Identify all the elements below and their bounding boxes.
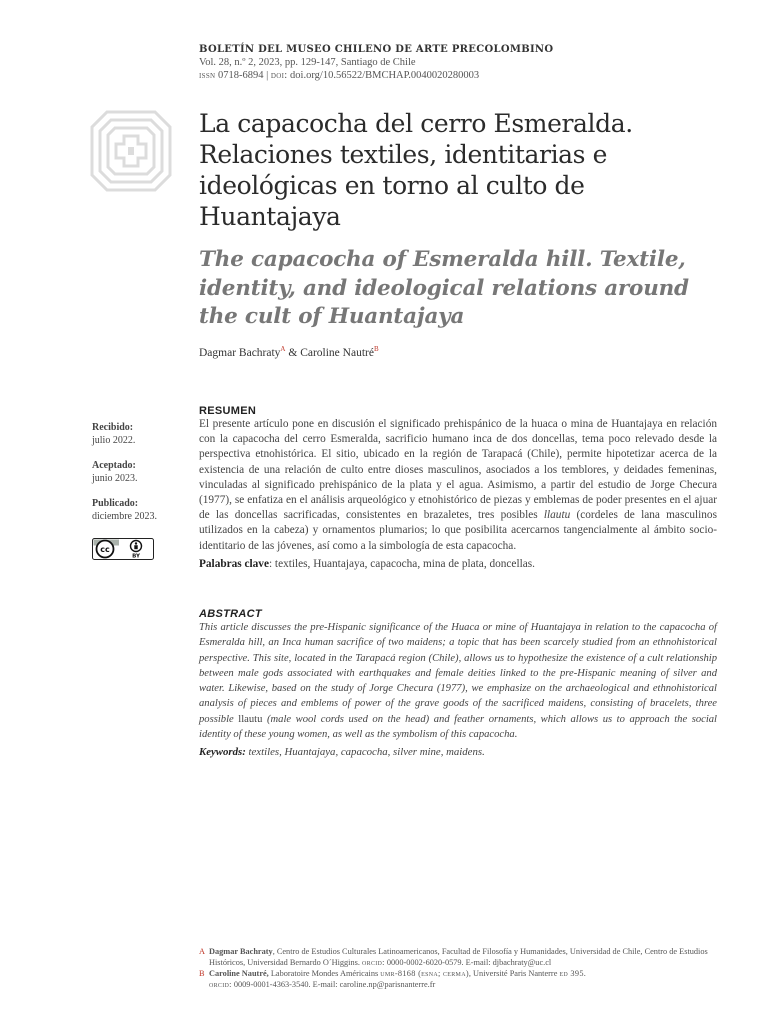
- footnote-2-orcid-label: orcid:: [209, 980, 232, 989]
- abstract-text-part-2: (male wool cords used on the head) and feather ornaments, which allows us to approach the social identity of these young women, as well as the symbolism of this capacocha.: [199, 713, 718, 741]
- footnote-2-mark: B: [199, 969, 205, 978]
- resumen-text-part-1: El presente artículo pone en discusión el significado prehispánico de la huaca o mina de Huantajaya en relación con la capacocha del cerro Esmeralda, sacrificio humano inca de dos doncellas, tema poco relevado desde la perspectiva etnohistórica. El sitio, ubicado en la región de Tarapacá (Chile), permite hipotetizar acerca de la existencia de una relación de culto entre dioses masculinos, asociados a los temblores, y deidades femeninas, vinculadas al significado prehispánico de la plata y el agua. Asimismo, a partir del estudio de Jorge Checura (1977), se enfatiza en el análisis arqueológico y etnohistórico de piezas y emblemas de poder presentes en el ajuar de las doncellas sacrificadas, consistentes en brazaletes, tres posibles: [199, 418, 717, 522]
- journal-identifiers: [199, 69, 719, 82]
- published-value: diciembre 2023.: [92, 510, 157, 522]
- doi-label: doi:: [270, 70, 288, 81]
- cc-by-license-icon[interactable]: [92, 538, 154, 560]
- palabras-clave: [199, 557, 717, 572]
- abstract-text-part-1: This article discusses the pre-Hispanic significance of the Huaca or mine of Huantajaya in relation to the capacocha of Esmeralda hill, an Inca human sacrifice of two maidens; a topic that has been scarcely studied from an ethnohistorical perspective. This site, located in the Tarapacá region (Chile), allows us to hypothesize the existence of a cult relationship between male gods associated with earthquakes and female deities linked to the pre-Hispanic meaning of silver and water. Likewise, based on the study of Jorge Checura (1977), we emphasize on the archaeological and ethnohistorical analysis of pieces and emblems of power of the grave goods of the sacrificed maidens, consisting of bracelets, three possible: [199, 622, 717, 725]
- palabras-clave-label: Palabras clave: [199, 557, 269, 570]
- keywords-label: Keywords:: [199, 746, 246, 759]
- footnote-author-2: [199, 968, 719, 990]
- resumen-term: llautu: [543, 509, 571, 522]
- footnote-1-orcid[interactable]: 0000-0002-6020-0579. E-mail: djbachraty@uc.cl: [384, 958, 552, 967]
- abstract-text: [199, 620, 717, 742]
- article-title-english: The capacocha of Esmeralda hill. Textile, identity, and ideological relations around the cult of Huantajaya: [199, 247, 689, 329]
- footnote-2-umr: umr-8168 (esna; cerma): [380, 969, 469, 978]
- received-value: julio 2022.: [92, 434, 136, 446]
- footnote-2-affiliation-c: .: [583, 969, 586, 978]
- journal-name: BOLETÍN DEL MUSEO CHILENO DE ARTE PRECOLOMBINO: [199, 44, 554, 55]
- issn-value: 0718-6894 |: [218, 70, 271, 81]
- resumen-heading: RESUMEN: [199, 405, 257, 417]
- footnote-1-orcid-label: orcid:: [362, 958, 385, 967]
- by-icon-text: BY: [132, 553, 140, 560]
- issn-label: issn: [199, 70, 216, 81]
- author-1: Dagmar Bachraty: [199, 346, 281, 359]
- footnote-1-name: Dagmar Bachraty: [209, 947, 273, 956]
- doi-link[interactable]: doi.org/10.56522/BMCHAP.0040020280003: [287, 70, 480, 81]
- keywords-list: textiles, Huantajaya, capacocha, silver mine, maidens.: [245, 746, 485, 759]
- resumen-text-part-2: (cordeles de lana masculinos utilizados en la cabeza) y ornamentos plumarios; lo que posibilita acercarnos tangencialmente al ámbito socio-identitario de las jóvenes, así como a la simbología de esta capacocha.: [199, 509, 717, 552]
- author-2: Caroline Nautré: [300, 346, 374, 359]
- palabras-clave-list: : textiles, Huantajaya, capacocha, mina de plata, doncellas.: [268, 557, 535, 570]
- date-accepted: [92, 460, 187, 485]
- accepted-label: Aceptado:: [92, 460, 136, 471]
- resumen-text: [199, 417, 717, 554]
- article-dates: [92, 422, 187, 565]
- published-label: Publicado:: [92, 498, 139, 509]
- resumen-section: [199, 405, 717, 572]
- footnote-2-body: [209, 968, 586, 990]
- cc-icon-text: cc: [100, 545, 110, 554]
- date-received: [92, 422, 187, 447]
- date-published: [92, 498, 187, 523]
- footnote-2-ed: ed 395: [559, 969, 584, 978]
- author-2-mark: B: [373, 345, 379, 353]
- abstract-section: [199, 608, 717, 760]
- abstract-term: llautu: [238, 713, 263, 725]
- keywords: [199, 745, 717, 760]
- footnote-1-affiliation: , Centro de Estudios Culturales Latinoamericanos, Facultad de Filosofía y Humanidades, Universidad de Chile, Centro de Estudios Históricos, Universidad Bernardo O´Higgins.: [209, 947, 708, 967]
- footnote-1-mark: A: [199, 947, 205, 956]
- journal-header: [199, 43, 719, 82]
- museum-logo-icon: [90, 110, 172, 192]
- accepted-value: junio 2023.: [92, 472, 138, 484]
- footnote-author-1: [199, 946, 719, 968]
- author-1-mark: A: [280, 345, 286, 353]
- footnote-2-affiliation-a: Laboratoire Mondes Américains: [268, 969, 381, 978]
- journal-volume: Vol. 28, n.º 2, 2023, pp. 129-147, Santiago de Chile: [199, 57, 416, 68]
- author-separator: &: [285, 346, 301, 359]
- footnote-1-body: [209, 946, 719, 968]
- article-title: La capacocha del cerro Esmeralda. Relaciones textiles, identitarias e ideológicas en torno al culto de Huantajaya: [199, 109, 633, 231]
- received-label: Recibido:: [92, 422, 134, 433]
- author-line: [199, 345, 379, 359]
- footnote-2-orcid[interactable]: 0009-0001-4363-3540. E-mail: caroline.np@parisnanterre.fr: [231, 980, 436, 989]
- author-footnotes: [199, 946, 719, 990]
- footnote-2-name: Caroline Nautré,: [209, 969, 269, 978]
- footnote-2-affiliation-b: , Université Paris Nanterre: [468, 969, 560, 978]
- abstract-heading: ABSTRACT: [199, 608, 262, 620]
